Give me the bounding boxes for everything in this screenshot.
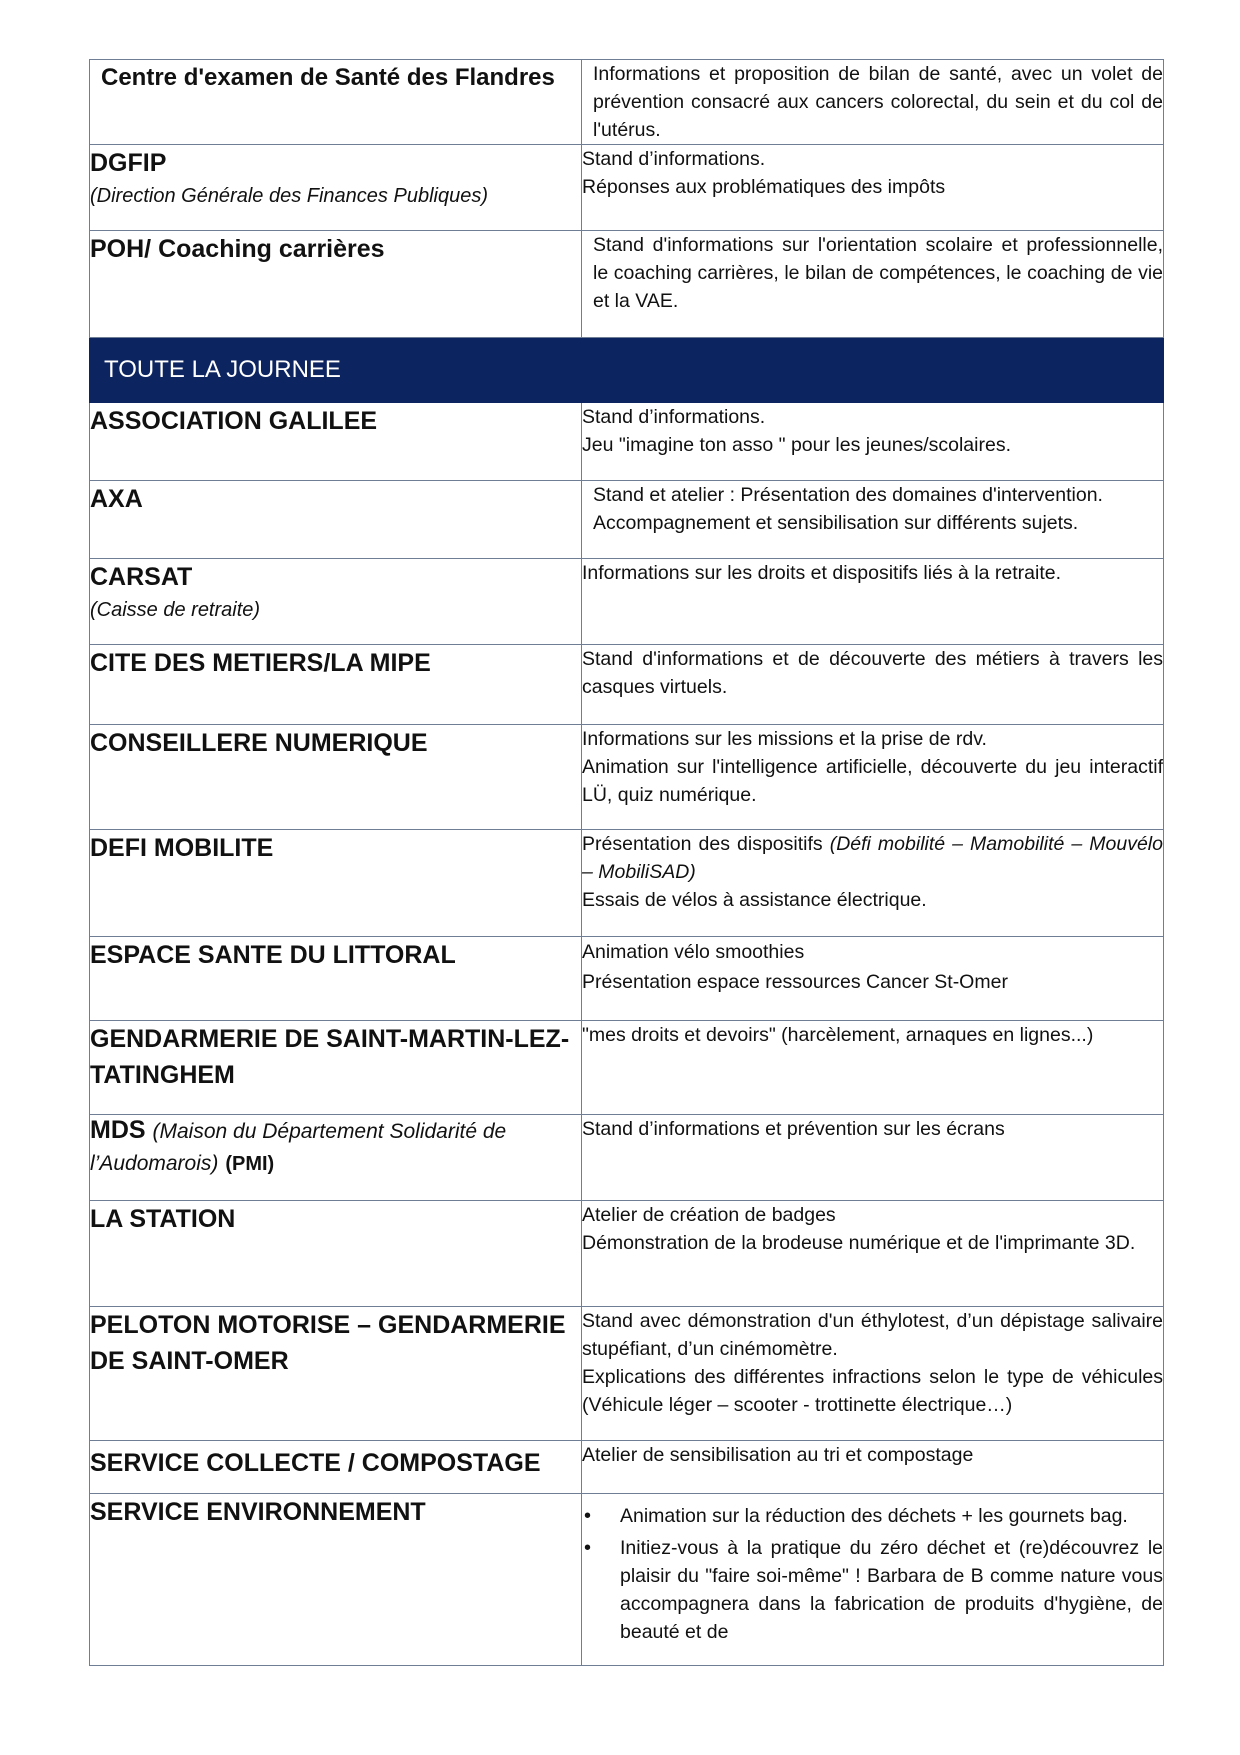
description-italic: (Défi mobilité – Mamobilité – Mouvélo – MobiliSAD) [582,833,1163,883]
table-row [90,481,1164,559]
description-line [582,830,1163,886]
exhibitor-cell [90,1021,582,1115]
description-cell [582,559,1164,645]
description-line: Stand d’informations. [582,148,766,170]
exhibitor-cell [90,1115,582,1201]
description-cell [582,1307,1164,1441]
table-row [90,645,1164,725]
exhibitor-name: GENDARMERIE DE SAINT-MARTIN-LEZ-TATINGHEM [90,1025,570,1089]
description-text [582,830,1163,914]
description-text: Informations sur les droits et dispositifs liés à la retraite. [582,562,1062,584]
exhibitor-cell [90,1441,582,1494]
table-row [90,1115,1164,1201]
table-row [90,60,1164,145]
exhibitor-name [90,1115,581,1180]
exhibitor-name-suffix: (PMI) [225,1153,275,1175]
exhibitor-cell [90,403,582,481]
description-line: Stand avec démonstration d'un éthylotest, d’un dépistage salivaire stupéfiant, d’un cinémomètre. [582,1310,1163,1360]
description-text: Stand d'informations et de découverte des métiers à travers les casques virtuels. [582,648,1163,698]
description-text: Informations et proposition de bilan de santé, avec un volet de prévention consacré aux cancers colorectal, du sein et du col de l'utérus. [593,63,1163,141]
exhibitor-name: CONSEILLERE NUMERIQUE [90,729,428,757]
exhibitor-cell [90,1494,582,1666]
table-row [90,937,1164,1021]
description-line: Essais de vélos à assistance électrique. [582,889,927,911]
description-cell [582,145,1164,231]
description-line: Explications des différentes infractions selon le type de véhicules (Véhicule léger – scooter - trottinette électrique…) [582,1366,1163,1416]
exhibitor-cell [90,937,582,1021]
exhibitor-cell [90,145,582,231]
description-text: Stand d'informations sur l'orientation scolaire et professionnelle, le coaching carrières, le bilan de compétences, le coaching de vie et la VAE. [593,234,1163,312]
table-row [90,403,1164,481]
description-cell [582,481,1164,559]
description-text [582,1201,1163,1257]
table-row [90,725,1164,830]
description-cell [582,403,1164,481]
exhibitor-name: DEFI MOBILITE [90,834,274,862]
section-title: TOUTE LA JOURNEE [104,356,341,383]
description-text [582,937,1163,997]
exhibitor-name: CARSAT [90,563,193,591]
exhibitor-name: CITE DES METIERS/LA MIPE [90,649,431,677]
description-text: Atelier de sensibilisation au tri et compostage [582,1444,974,1466]
description-cell [582,231,1164,338]
table-row [90,559,1164,645]
exhibitor-cell [90,830,582,937]
exhibitor-subtitle: (Caisse de retraite) [90,599,261,621]
exhibitor-cell [90,559,582,645]
description-cell [582,60,1164,145]
exhibitors-table [89,59,1164,1666]
description-line: Réponses aux problématiques des impôts [582,176,946,198]
description-text [582,145,1163,201]
description-line: Informations sur les missions et la prise de rdv. [582,728,987,750]
exhibitor-cell [90,1307,582,1441]
description-cell [582,830,1164,937]
description-line: Présentation espace ressources Cancer St-Omer [582,971,1008,993]
description-text: Stand d’informations et prévention sur les écrans [582,1118,1005,1140]
exhibitor-name: ESPACE SANTE DU LITTORAL [90,941,456,969]
description-text [582,725,1163,809]
exhibitor-name-bold: MDS [90,1116,146,1144]
exhibitor-name: SERVICE COLLECTE / COMPOSTAGE [90,1449,541,1477]
table-row [90,830,1164,937]
table-row [90,1441,1164,1494]
exhibitor-cell [90,231,582,338]
table-row [90,1021,1164,1115]
bullet-list [582,1502,1163,1646]
description-text: "mes droits et devoirs" (harcèlement, arnaques en lignes...) [582,1024,1094,1046]
description-text: Stand et atelier : Présentation des domaines d'intervention. Accompagnement et sensibilisation sur différents sujets. [593,484,1103,534]
exhibitor-cell [90,645,582,725]
description-line: Animation sur l'intelligence artificielle, découverte du jeu interactif LÜ, quiz numérique. [582,756,1163,806]
description-text [582,1307,1163,1419]
description-line: Atelier de création de badges [582,1204,836,1226]
bullet-item: • Animation sur la réduction des déchets + les gournets bag. [620,1502,1163,1530]
description-line: Animation vélo smoothies [582,941,805,963]
exhibitor-name: DGFIP [90,149,167,177]
exhibitor-name: SERVICE ENVIRONNEMENT [90,1498,426,1526]
description-cell [582,1021,1164,1115]
description-cell [582,1115,1164,1201]
exhibitor-name: Centre d'examen de Santé des Flandres [101,64,555,91]
exhibitor-name: LA STATION [90,1205,236,1233]
exhibitor-cell [90,725,582,830]
description-cell [582,1201,1164,1307]
description-cell [582,645,1164,725]
section-header-cell [90,338,1164,403]
table-row [90,1201,1164,1307]
description-prefix: Présentation des dispositifs [582,833,830,855]
exhibitor-name: ASSOCIATION GALILEE [90,407,378,435]
section-header-row [90,338,1164,403]
exhibitor-subtitle: (Direction Générale des Finances Publiques) [90,185,488,207]
description-line: Stand d’informations. [582,406,766,428]
exhibitor-name: POH/ Coaching carrières [90,235,385,263]
table-row [90,145,1164,231]
bullet-item: • Initiez-vous à la pratique du zéro déchet et (re)découvrez le plaisir du "faire soi-même" ! Barbara de B comme nature vous accompagnera dans la fabrication de produits d'hygiène, de beauté et de [620,1534,1163,1646]
description-cell [582,1441,1164,1494]
exhibitor-name: PELOTON MOTORISE – GENDARMERIE DE SAINT-OMER [90,1311,566,1375]
description-line: Démonstration de la brodeuse numérique et de l'imprimante 3D. [582,1232,1136,1254]
table-row [90,231,1164,338]
table-row [90,1307,1164,1441]
description-cell [582,725,1164,830]
description-text [582,403,1163,459]
table-row [90,1494,1164,1666]
exhibitor-cell [90,1201,582,1307]
exhibitor-cell [90,481,582,559]
exhibitor-cell [90,60,582,145]
description-line: Jeu "imagine ton asso " pour les jeunes/scolaires. [582,434,1011,456]
description-cell [582,937,1164,1021]
description-cell [582,1494,1164,1666]
exhibitor-name: AXA [90,485,143,513]
exhibitor-name-italic: (Maison du Département Solidarité de l’Audomarois) [90,1120,507,1175]
